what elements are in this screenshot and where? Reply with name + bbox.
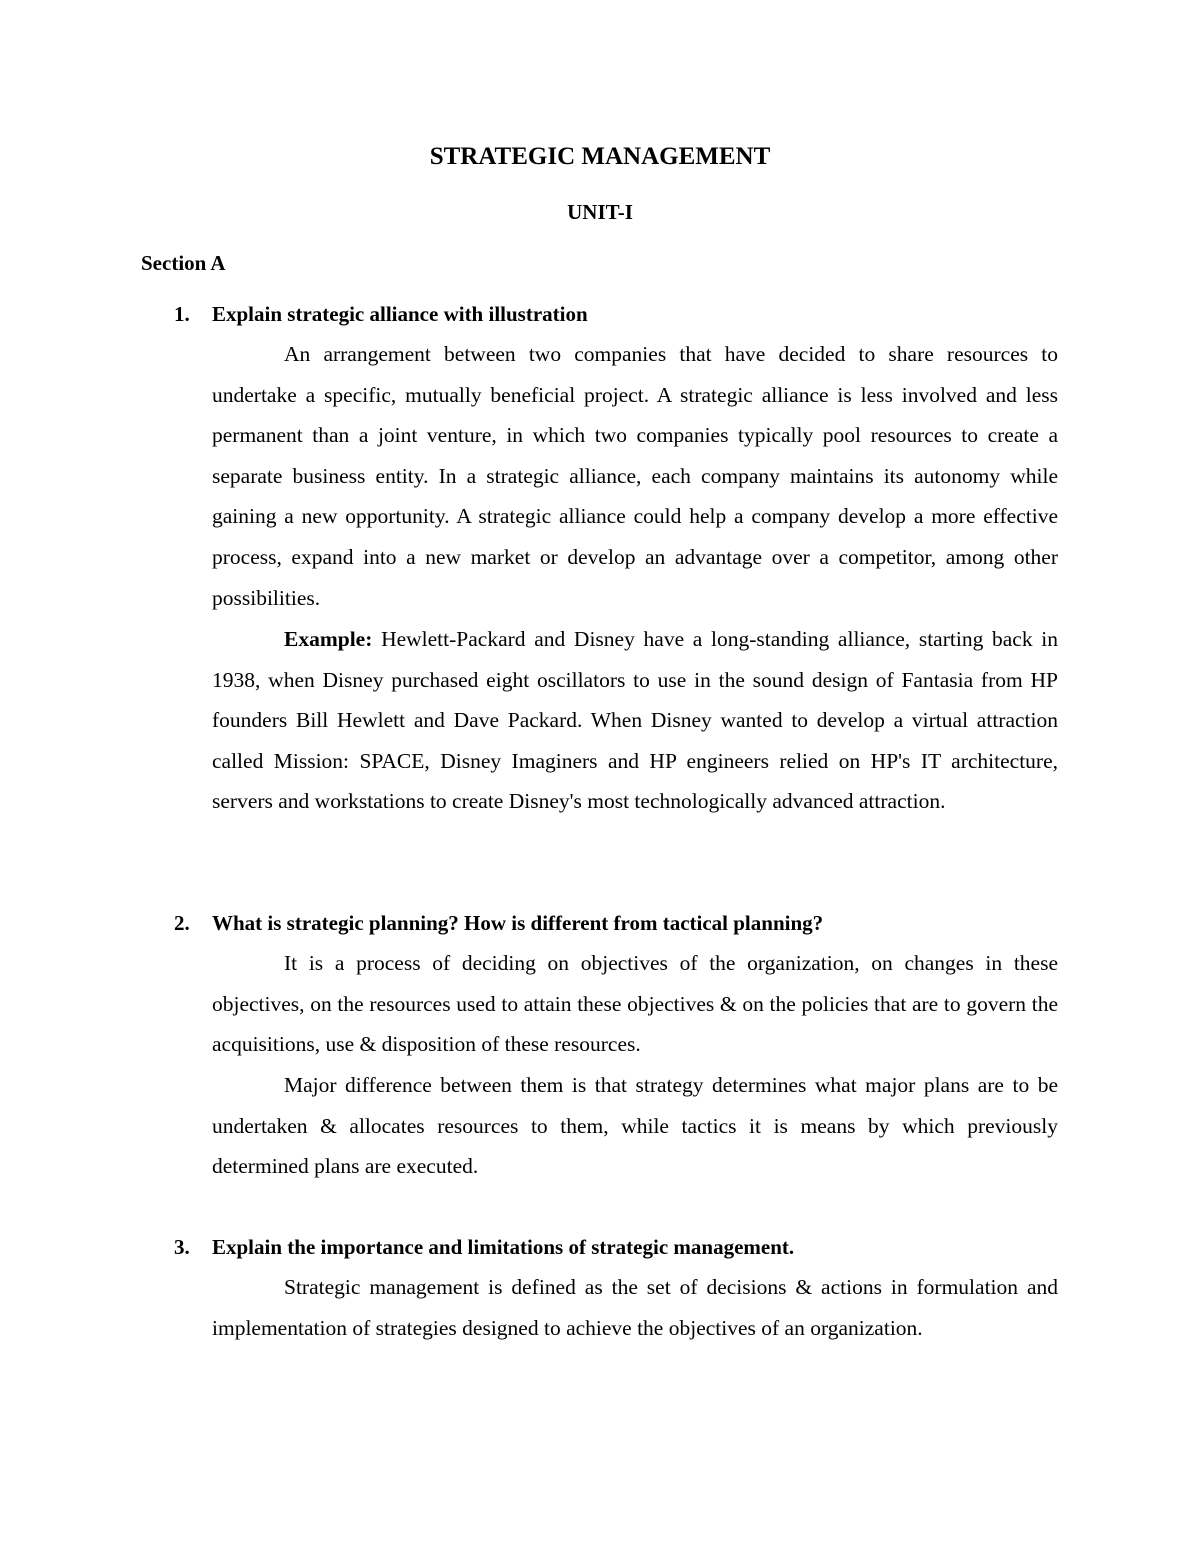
section-heading: Section A <box>141 251 226 275</box>
answer-paragraph: It is a process of deciding on objectives of the organization, on changes in these objectives, on the resources used to attain these objectives & on the policies that are to govern the acquisitions, use & disposition of these resources. <box>212 951 1058 1057</box>
question-number: 1. <box>174 302 190 326</box>
document-title: STRATEGIC MANAGEMENT <box>429 143 771 170</box>
question-text: What is strategic planning? How is different from tactical planning? <box>212 911 824 935</box>
answer-paragraph: An arrangement between two companies that have decided to share resources to undertake a specific, mutually beneficial project. A strategic alliance is less involved and less permanent than a joint venture, in which two companies typically pool resources to create a separate business entity. In a strategic alliance, each company maintains its autonomy while gaining a new opportunity. A strategic alliance could help a company develop a more effective process, expand into a new market or develop an advantage over a competitor, among other possibilities. <box>212 342 1058 610</box>
answer-paragraph: Major difference between them is that strategy determines what major plans are to be undertaken & allocates resources to them, while tactics it is means by which previously determined plans are executed. <box>212 1073 1058 1179</box>
answer-paragraph <box>212 619 1058 822</box>
answer-paragraph: Strategic management is defined as the set of decisions & actions in formulation and implementation of strategies designed to achieve the objectives of an organization. <box>212 1275 1058 1340</box>
question-number: 2. <box>174 911 190 935</box>
example-label: Example: <box>284 627 373 651</box>
question-number: 3. <box>174 1235 190 1259</box>
question-text: Explain the importance and limitations of strategic management. <box>212 1235 795 1259</box>
question-text: Explain strategic alliance with illustration <box>212 302 588 326</box>
unit-heading: UNIT-I <box>567 200 633 224</box>
example-text: Hewlett-Packard and Disney have a long-standing alliance, starting back in 1938, when Disney purchased eight oscillators to use in the sound design of Fantasia from HP founders Bill Hewlett and Dave Packard. When Disney wanted to develop a virtual attraction called Mission: SPACE, Disney Imaginers and HP engineers relied on HP's IT architecture, servers and workstations to create Disney's most technologically advanced attraction. <box>212 627 1058 814</box>
